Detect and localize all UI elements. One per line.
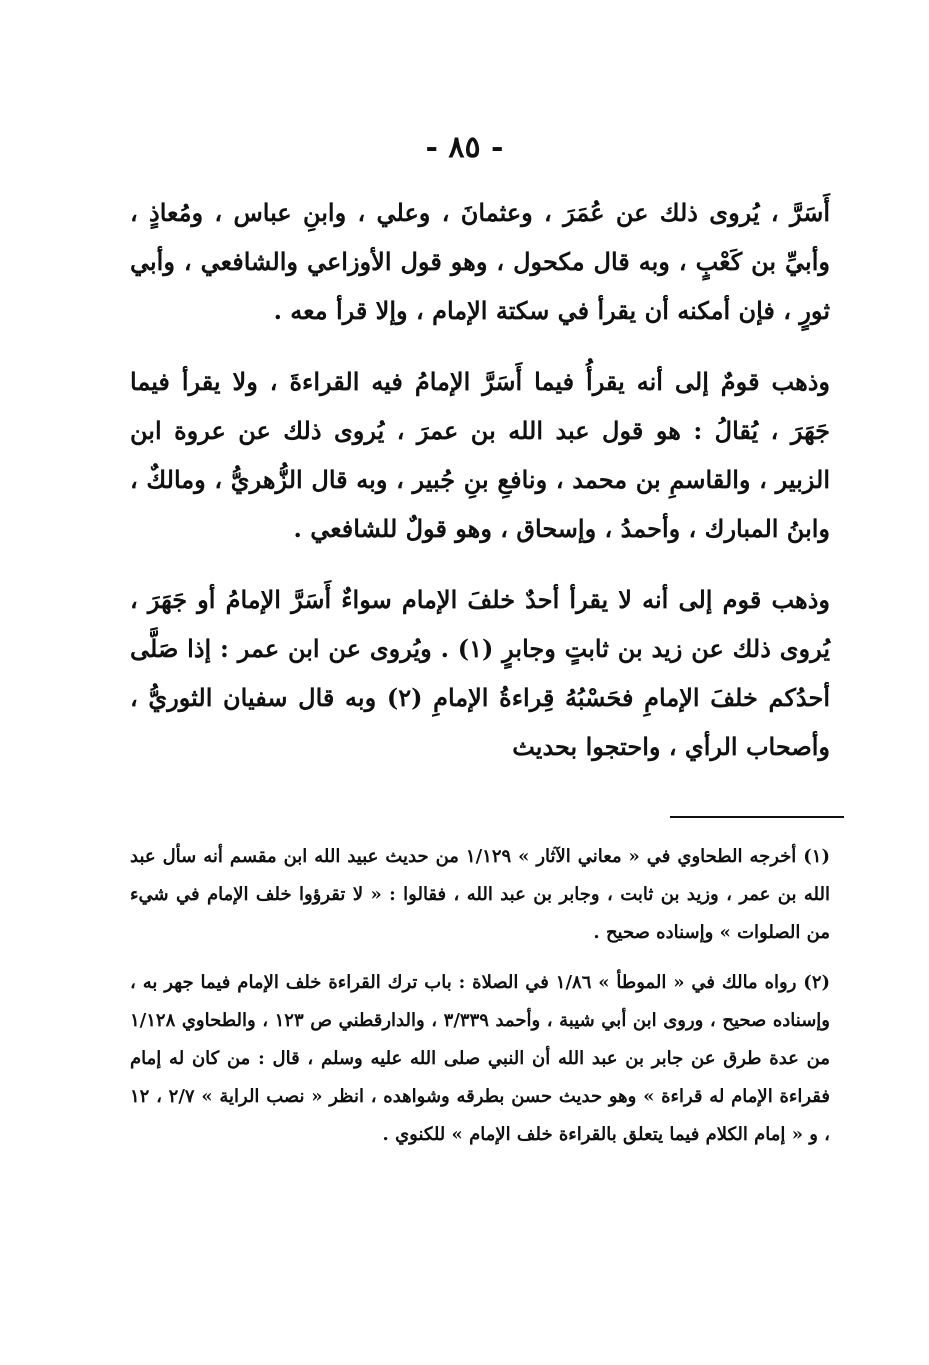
main-text [130,188,830,771]
footnote-1: (١) أخرجه الطحاوي في « معاني الآثار » ١/١٢٩ من حديث عبيد الله ابن مقسم أنه سأل عبد الله بن عمر ، وزيد بن ثابت ، وجابر بن عبد الله ، فقالوا : « لا تقرؤوا خلف الإمام في شيء من الصلوات » وإسناده صحيح . [130,846,830,943]
footnote-2: (٢) رواه مالك في « الموطأ » ١/٨٦ في الصلاة : باب ترك القراءة خلف الإمام فيما جهر به ، وإسناده صحيح ، وروى ابن أبي شيبة ، وأحمد ٣/٣٣٩ ، والدارقطني ص ١٢٣ ، والطحاوي ١/١٢٨ من عدة طرق عن جابر بن عبد الله أن النبي صلى الله عليه وسلم ، قال : من كان له إمام فقراءة الإمام له قراءة » وهو حديث حسن بطرقه وشواهده ، انظر « نصب الراية » ٢/٧ ، ١٢ ، و « إمام الكلام فيما يتعلق بالقراءة خلف الإمام » للكنوي . [130,972,831,1145]
page-number: - ٨٥ - [425,130,504,165]
footnote-separator [670,816,844,818]
footnotes [130,838,830,1166]
paragraph-1: أَسَرَّ ، يُروى ذلك عن عُمَرَ ، وعثمانَ ، وعلي ، وابنِ عباس ، ومُعاذٍ ، وأبيِّ بن كَعْبٍ ، وبه قال مكحول ، وهو قول الأوزاعي والشافعي ، وأبي ثورٍ ، فإن أمكنه أن يقرأ في سكتة الإمام ، وإلا قرأ معه . [130,198,830,325]
paragraph-3: وذهب قوم إلى أنه لا يقرأ أحدٌ خلفَ الإمام سواءٌ أَسَرَّ الإمامُ أو جَهَرَ ، يُروى ذلك عن زيد بن ثابتٍ وجابرٍ (١) . ويُروى عن ابن عمر : إذا صَلَّى أحدُكم خلفَ الإمامِ فحَسْبُهُ قِراءةُ الإمامِ (٢) وبه قال سفيان الثوريُّ ، وأصحاب الرأي ، واحتجوا بحديث [130,585,831,761]
paragraph-2: وذهب قومٌ إلى أنه يقرأُ فيما أَسَرَّ الإمامُ فيه القراءةَ ، ولا يقرأ فيما جَهَرَ ، يُقالُ : هو قول عبد الله بن عمرَ ، يُروى ذلك عن عروة ابن الزبير ، والقاسمِ بن محمد ، ونافعِ بنِ جُبير ، وبه قال الزُّهريُّ ، ومالكٌ ، وابنُ المبارك ، وأحمدُ ، وإسحاق ، وهو قولٌ للشافعي . [130,367,830,543]
